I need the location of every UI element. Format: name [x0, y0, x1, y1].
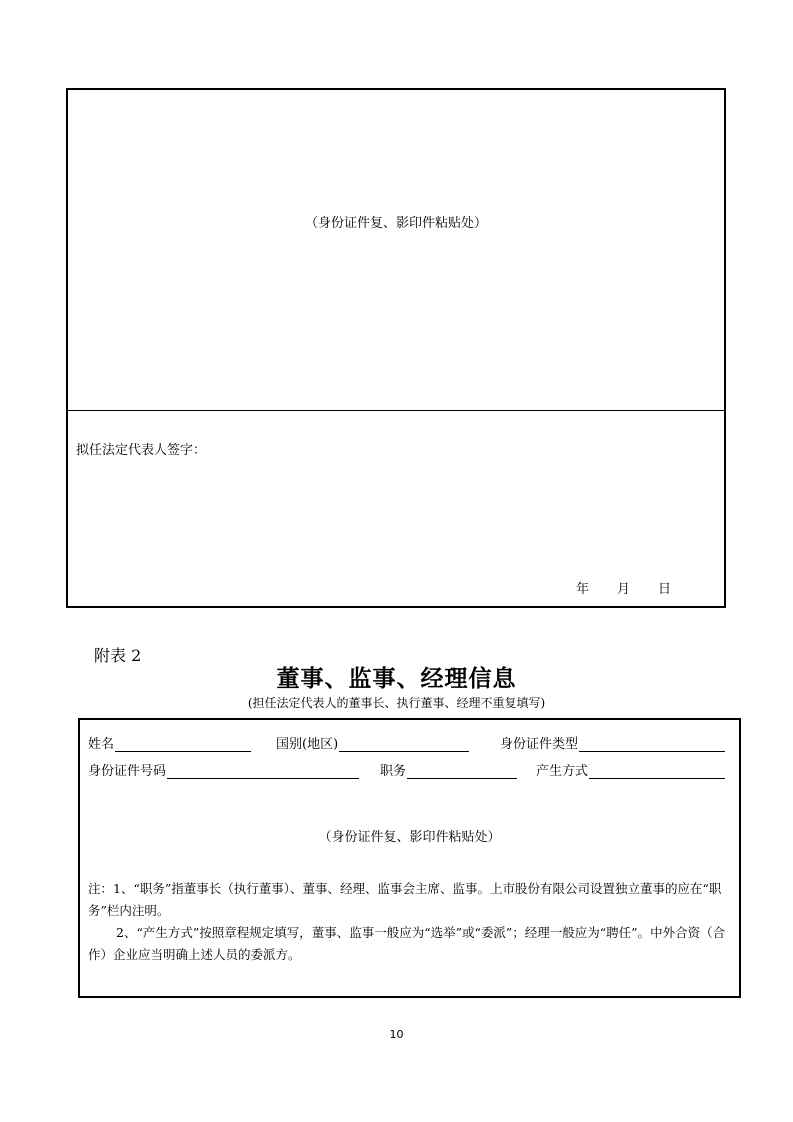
date-line — [576, 578, 671, 597]
month-label: 月 — [617, 582, 631, 597]
name-field[interactable] — [88, 733, 251, 752]
position-label: 职务 — [380, 764, 407, 779]
day-label: 日 — [658, 582, 672, 597]
form-subtitle: (担任法定代表人的董事长、执行董事、经理不重复填写) — [247, 696, 546, 710]
id-type-label: 身份证件类型 — [500, 737, 579, 752]
appointment-method-field[interactable] — [536, 760, 725, 779]
page-number: 10 — [389, 1028, 404, 1041]
signature-label: 拟任法定代表人签字： — [76, 443, 207, 458]
country-region-field[interactable] — [276, 733, 469, 752]
paste-area-label: （身份证件复、影印件粘贴处） — [304, 216, 487, 231]
id-type-input-line[interactable] — [579, 737, 725, 752]
note-paragraph: 2、“产生方式”按照章程规定填写，董事、监事一般应为“选举”或“委派”；经理一般应为“聘任”。中外合资（合作）企业应当明确上述人员的委派方。 — [88, 925, 726, 962]
divider — [68, 410, 724, 411]
country-region-input-line[interactable] — [339, 737, 469, 752]
id-copy-paste-box — [66, 88, 726, 608]
id-number-field[interactable] — [88, 760, 359, 779]
personnel-info-form — [78, 718, 741, 998]
paste-area-label: （身份证件复、影印件粘贴处） — [318, 830, 501, 845]
name-label: 姓名 — [88, 737, 115, 752]
note-paragraph: 注：1、“职务”指董事长（执行董事）、董事、经理、监事会主席、监事。上市股份有限公司设置独立董事的应在“职务”栏内注明。 — [88, 881, 722, 918]
appointment-method-input-line[interactable] — [589, 764, 725, 779]
appointment-method-label: 产生方式 — [536, 764, 589, 779]
name-input-line[interactable] — [115, 737, 251, 752]
position-field[interactable] — [380, 760, 517, 779]
country-region-label: 国别(地区) — [276, 737, 339, 752]
year-label: 年 — [576, 582, 590, 597]
id-number-label: 身份证件号码 — [88, 764, 167, 779]
form-title: 董事、监事、经理信息 — [276, 666, 517, 692]
position-input-line[interactable] — [407, 764, 517, 779]
appendix-label: 附表 2 — [94, 646, 142, 665]
id-number-input-line[interactable] — [167, 764, 359, 779]
id-type-field[interactable] — [500, 733, 725, 752]
